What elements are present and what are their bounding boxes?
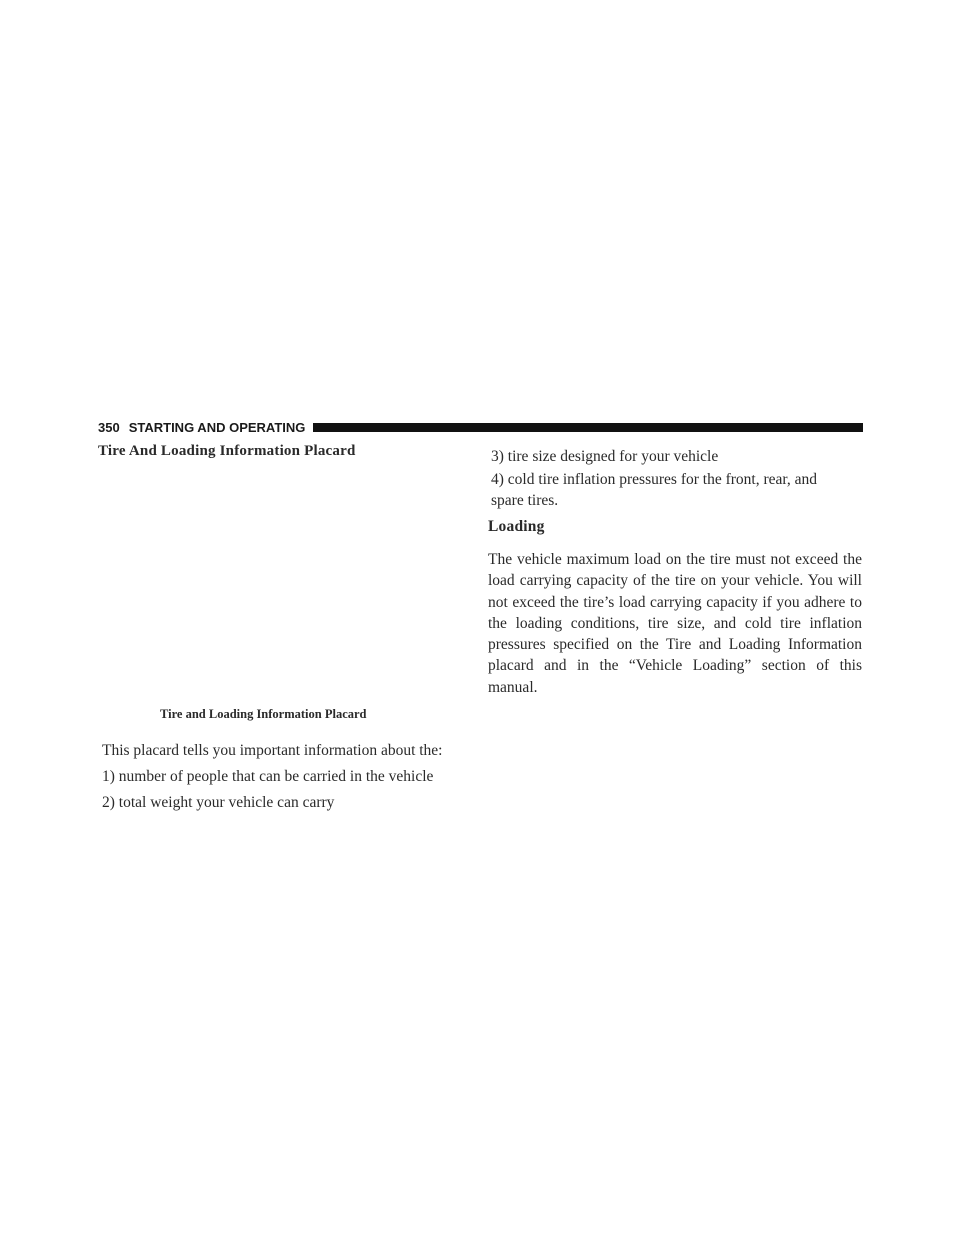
page-number: 350	[98, 419, 120, 435]
loading-heading: Loading	[488, 518, 545, 535]
list-item-2: 2) total weight your vehicle can carry	[102, 794, 335, 811]
list-item-3: 3) tire size designed for your vehicle	[491, 448, 719, 465]
intro-paragraph: This placard tells you important information about the:	[102, 742, 443, 759]
list-item-4: 4) cold tire inflation pressures for the front, rear, and spare tires.	[491, 471, 818, 509]
page-header	[98, 419, 863, 435]
placard-figure	[98, 468, 463, 696]
placard-heading: Tire And Loading Information Placard	[98, 443, 356, 459]
section-title: STARTING AND OPERATING	[128, 419, 306, 435]
list-item-1: 1) number of people that can be carried in the vehicle	[102, 768, 434, 785]
loading-paragraph: The vehicle maximum load on the tire must not exceed the load carrying capacity of the tire on your vehicle. You will not exceed the tire’s load carrying capacity if you adhere to the loading conditions, tire size, and cold tire inflation pressures specified on the Tire and Loading Information placard and in the “Vehicle Loading” section of this manual.	[488, 551, 862, 696]
figure-caption: Tire and Loading Information Placard	[160, 707, 367, 721]
header-rule	[313, 423, 863, 432]
